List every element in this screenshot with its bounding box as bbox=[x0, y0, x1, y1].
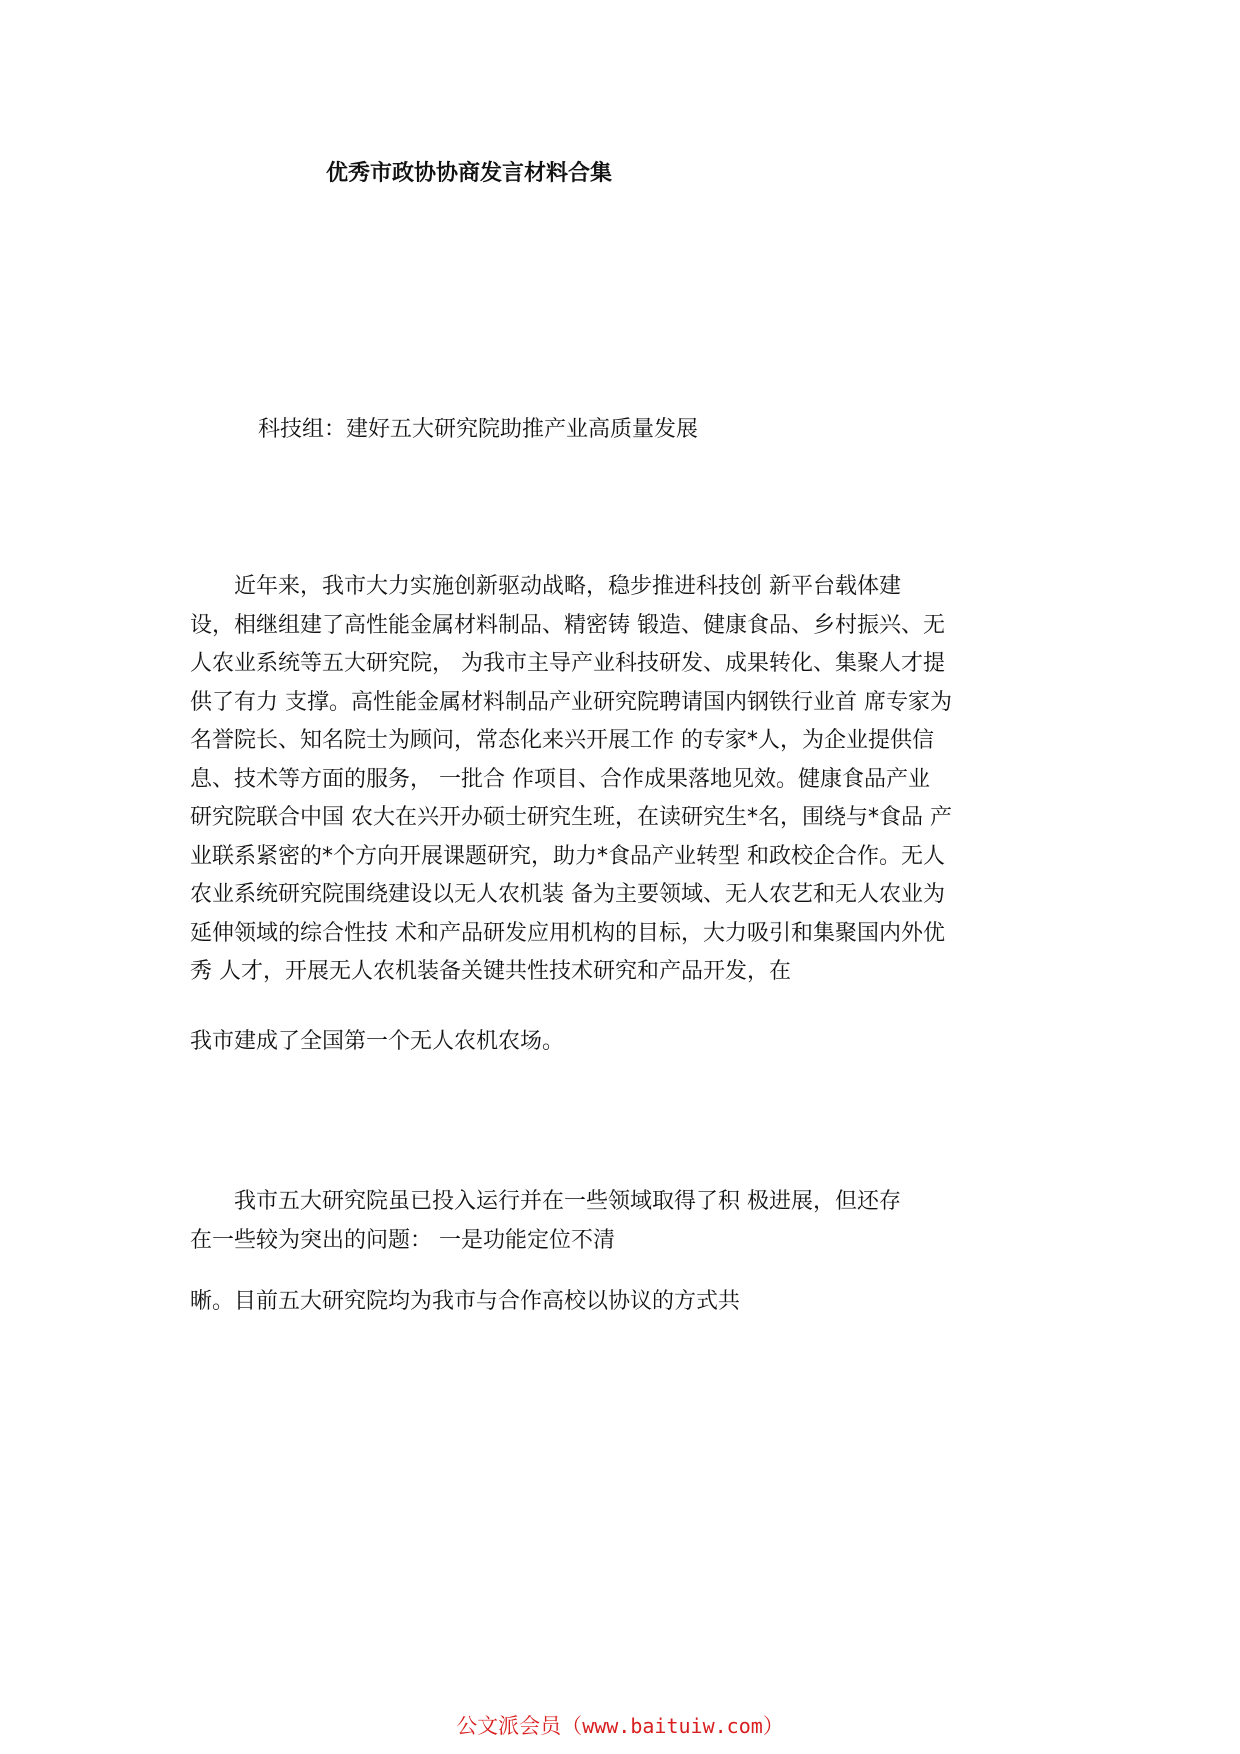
section-heading: 科技组：建好五大研究院助推产业高质量发展 bbox=[258, 417, 699, 442]
paragraph-line: 近年来，我市大力实施创新驱动战略，稳步推进科技创 新平台载体建 bbox=[190, 574, 901, 599]
paragraph-line: 研究院联合中国 农大在兴开办硕士研究生班，在读研究生*名，围绕与*食品 产 bbox=[190, 805, 952, 830]
paragraph-line: 息、技术等方面的服务， 一批合 作项目、合作成果落地见效。健康食品产业 bbox=[190, 766, 930, 792]
footer-url[interactable]: www.baituiw.com bbox=[582, 1714, 763, 1738]
paragraph-line: 我市建成了全国第一个无人农机农场。 bbox=[190, 1029, 565, 1054]
footer-close: ） bbox=[762, 1714, 784, 1738]
footer-label: 公文派会员（ bbox=[456, 1714, 583, 1738]
paragraph-line: 设，相继组建了高性能金属材料制品、精密铸 锻造、健康食品、乡村振兴、无 bbox=[190, 612, 945, 638]
paragraph-line: 在一些较为突出的问题： 一是功能定位不清 bbox=[190, 1227, 615, 1253]
paragraph-2-tail bbox=[190, 1283, 740, 1322]
paragraph-1 bbox=[190, 568, 952, 992]
paragraph-line: 业联系紧密的*个方向开展课题研究，助力*食品产业转型 和政校企合作。无人 bbox=[190, 843, 945, 869]
paragraph-line: 延伸领域的综合性技 术和产品研发应用机构的目标，大力吸引和集聚国内外优 bbox=[190, 920, 945, 946]
paragraph-line: 秀 人才，开展无人农机装备关键共性技术研究和产品开发，在 bbox=[190, 959, 791, 984]
paragraph-line: 名誉院长、知名院士为顾问，常态化来兴开展工作 的专家*人，为企业提供信 bbox=[190, 728, 934, 753]
paragraph-line: 供了有力 支撑。高性能金属材料制品产业研究院聘请国内钢铁行业首 席专家为 bbox=[190, 689, 952, 715]
paragraph-line: 农业系统研究院围绕建设以无人农机装 备为主要领域、无人农艺和无人农业为 bbox=[190, 882, 945, 907]
paragraph-1-tail bbox=[190, 1023, 564, 1062]
paragraph-line: 我市五大研究院虽已投入运行并在一些领域取得了积 极进展，但还存 bbox=[190, 1189, 901, 1214]
paragraph-2 bbox=[190, 1183, 901, 1260]
paragraph-line: 晰。目前五大研究院均为我市与合作高校以协议的方式共 bbox=[190, 1289, 741, 1314]
footer-watermark bbox=[0, 1710, 1240, 1740]
paragraph-line: 人农业系统等五大研究院， 为我市主导产业科技研发、成果转化、集聚人才提 bbox=[190, 651, 945, 676]
document-title: 优秀市政协协商发言材料合集 bbox=[326, 161, 613, 186]
